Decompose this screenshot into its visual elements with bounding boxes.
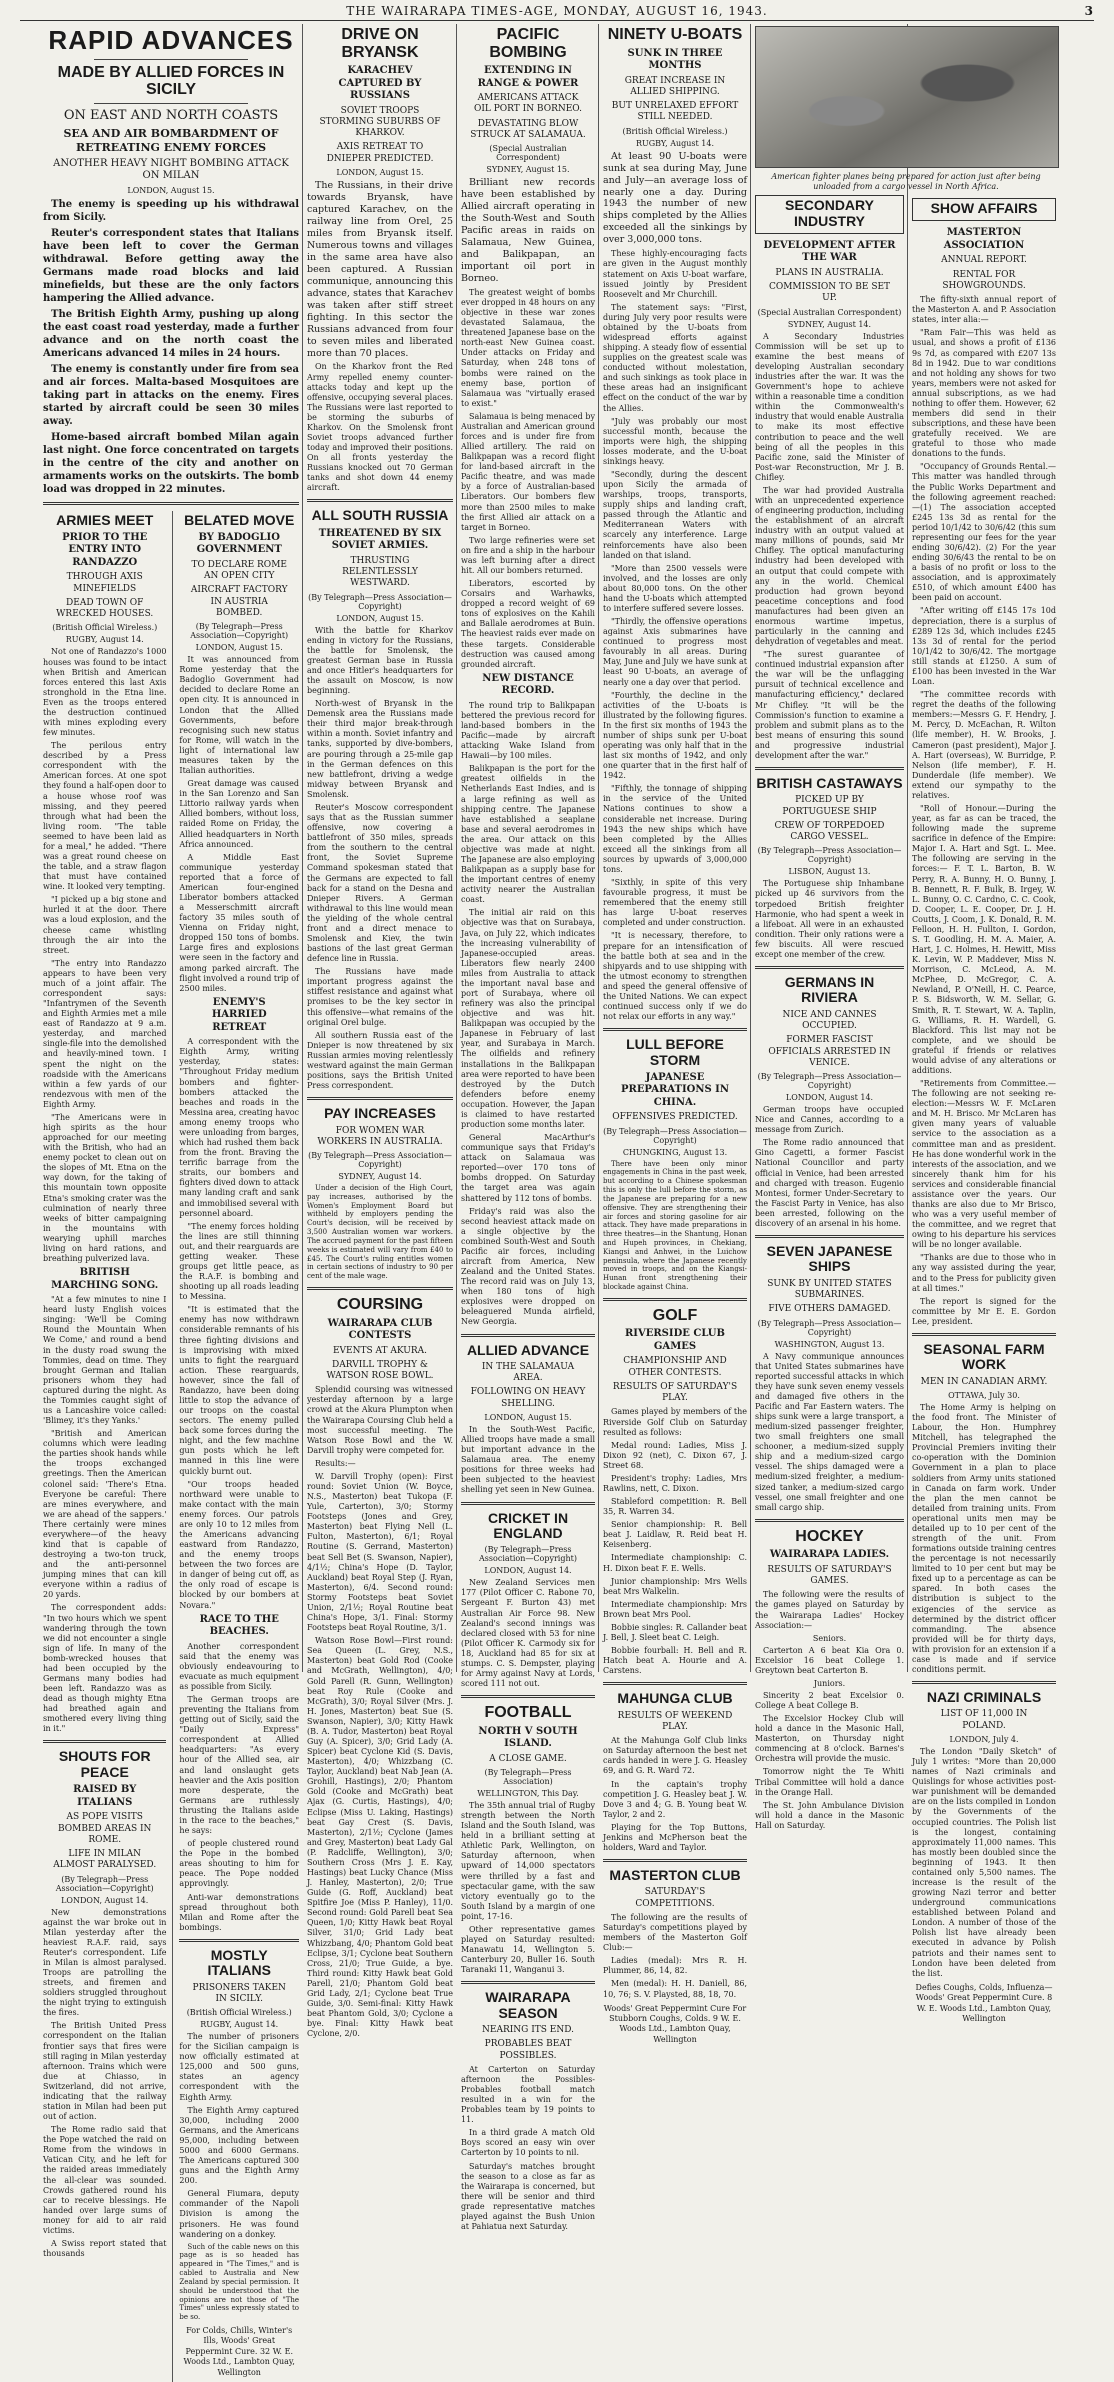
- paragraph: The fifty-sixth annual report of the Masterton A. and P. Association states, inter alia:—: [912, 295, 1056, 325]
- credit: (By Telegraph—Press Association—Copyright): [308, 1151, 452, 1170]
- column-rule: [172, 511, 173, 2382]
- paragraph: The report is signed for the committee by Mr E. E. Gordon Lee, president.: [912, 1296, 1056, 1326]
- subheadline: BY BADOGLIO GOVERNMENT: [196, 531, 282, 556]
- paragraph: A Secondary Industries Commission will be set up to examine the best means of developing Australian secondary industries after the war. It was the Government's hope to achieve within a reasonable time a condition within the Commonwealth's industry that would enable Australia to make its most effective contribution to peace and the well being of all the peoples in this Pacific zone, said the Minister of Post-war Reconstruction, Mr J. B. Chifley.: [755, 331, 904, 482]
- subheadline: TO DECLARE ROME AN OPEN CITY: [191, 559, 287, 582]
- subcolumn-left: [43, 511, 166, 2382]
- divider: [603, 1298, 747, 1301]
- credit: (By Telegraph—Press Association—Copyright): [190, 622, 289, 641]
- crosshead: RACE TO THE BEACHES.: [199, 1613, 279, 1638]
- paragraph: "Sixthly, in spite of this very favourable progress, it must be remembered that the enemy still has large U-boat reserves completed and under construction.: [603, 878, 747, 928]
- subheadline: GREAT INCREASE IN ALLIED SHIPPING.: [624, 75, 726, 97]
- paragraph: A Middle East communique yesterday reported that a force of American four-engined Liberator bombers attacked a Messerschmitt aircraft factory 35 miles south of Vienna on Friday night, dropped 150 tons of bombs. Large fires and explosions were seen in the factory and among parked aircraft. The flight involved a round trip of 2500 miles.: [179, 852, 300, 993]
- dateline: OTTAWA, July 30.: [948, 1390, 1020, 1400]
- paragraph: The number of prisoners for the Sicilian campaign is now officially estimated at 125,000 and 500 guns, states an agency correspondent with the Eighth Army.: [179, 2032, 300, 2102]
- two-column-block: [43, 511, 299, 2382]
- paragraph: Intermediate championship: C. H. Dixon beat F. E. Wells.: [603, 1553, 747, 1573]
- headline-box: [912, 198, 1056, 221]
- paragraph: "July was probably our most successful month, because the imports were high, the shipping losses moderate, and the U-boat sinkings heavy.: [603, 416, 747, 466]
- paragraph: "Our troops headed northward were unable to make contact with the main enemy forces. Our patrols are only 10 to 12 miles from the Americans advancing eastward from Randazzo, and the enemy troops between the two forces are in danger of being cut off, as the only road of escape is blocked by our bombers at Novara.": [179, 1479, 300, 1610]
- subheadline: THROUGH AXIS MINEFIELDS: [66, 572, 143, 594]
- paragraph: Other representative games played on Saturday resulted: Manawatu 14, Wellington 5. Canterbury 20, Buller 16. South Taranaki 11, Wanganui 3.: [461, 1924, 595, 1975]
- subheadline: PRISONERS TAKEN IN SICILY.: [192, 1982, 286, 2004]
- dateline: LONDON, August 15.: [336, 167, 424, 177]
- subheadline: ANOTHER HEAVY NIGHT BOMBING ATTACK ON MILAN: [53, 157, 289, 182]
- dateline: LONDON, August 15.: [484, 1412, 572, 1422]
- headline-ninety-u-boats: NINETY U-BOATS: [607, 26, 743, 43]
- paragraph: On the Kharkov front the Red Army repelled enemy counter-attacks today and kept up the offensive, occupying several places. The Russians were last reported to be storming the suburbs of Kharkov. On the Smolensk front Soviet troops advanced further today and improved their positions. On all fronts yesterday the Russians knocked out 70 German tanks and shot down 44 enemy aircraft.: [307, 362, 453, 493]
- column-6: [909, 196, 1059, 2023]
- paragraph: New demonstrations against the war broke out in Milan yesterday after the heaviest R.A.F. raid, says Reuter's correspondent. Life in Milan is almost paralysed. Troops are patrolling the streets, and firemen and soldiers struggled throughout the night trying to extinguish the fires.: [43, 1907, 167, 2018]
- credit: (By Telegraph—Press Association—Copyright): [603, 1126, 747, 1145]
- paragraph: Brilliant new records have been established by Allied aircraft operating in the South-West and South Pacific areas in raids on Salamaua, New Guinea, and Balikpapan, an important oil port in Borneo.: [461, 177, 595, 284]
- dateline: RUGBY, August 14.: [200, 2020, 279, 2030]
- headline-belated-move: BELATED MOVE: [184, 511, 295, 528]
- subheadline: PLANS IN AUSTRALIA.: [775, 267, 884, 278]
- paragraph: Salamaua is being menaced by Australian and American ground forces and is under fire from Allied artillery. The raid on Balikpapan was a record flight for land-based aircraft in the Pacific theatre, and was made by a force of Australian-based Liberators. Our bombers flew more than 2500 miles to make the first Allied air attack on a target in Borneo.: [461, 411, 595, 532]
- subheadline: WAIRARAPA LADIES.: [769, 1549, 890, 1561]
- paragraph: Saturday's matches brought the season to a close as far as the Wairarapa is concerned, but there will be senior and third grade representative matches played against the Bush Union at Pahiatua next Saturday.: [461, 2161, 595, 2232]
- paragraph: "The Americans were in high spirits as the hour approached for our meeting with the British, who had an enemy pocket to clean out on the slopes of Mt. Etna on the way down, for the taking of this mountain town opposite Etna's smoking crater was the culmination of nearly three weeks of bitter campaigning in the mountains with wearying uphill marches living on hard rations, and breathing pulverized lava.: [43, 1112, 167, 1264]
- subheadline: AXIS RETREAT TO DNIEPER PREDICTED.: [326, 142, 434, 164]
- subheadline: FOLLOWING ON HEAVY SHELLING.: [470, 1387, 586, 1409]
- paragraph: The war had provided Australia with an unprecedented experience of engineering production, including the establishment of an aircraft industry with an output valued at many millions of pounds, said Mr Chifley. The optical manufacturing industry had been developed with an output that could compete with any in the world. Chemical production had grown beyond peacetime conceptions and food manufactures had been given an enormous wartime impetus, particularly in the canning and dehydration of vegetables and meat.: [755, 485, 904, 647]
- paragraph: At Carterton on Saturday afternoon the Possibles-Probables football match resulted in a win for the Probables team by 19 points to 11.: [461, 2064, 595, 2125]
- headline-shouts-for-peace: SHOUTS FOR PEACE: [58, 1748, 151, 1780]
- paragraph: Bobbie fourball: H. Bell and R. Hatch beat A. Hourie and A. Carstens.: [603, 1646, 747, 1676]
- column-rule: [302, 24, 303, 1672]
- paragraph: The following were the results of the games played on Saturday by the Wairarapa Ladies' Hockey Association:—: [755, 1590, 904, 1630]
- paragraph: W. Darvill Trophy (open): First round: Soviet Union (W. Boyce, N.S., Masterton) beat Tukopa (F. Yule, Carterton), 3/0; Stormy Footsteps (Jones and Grey, Masterton) beat Flying Nell (L. Fulton, Masterton), 6/1; Royal Routine (S. Gerrand, Masterton) beat Sell Bet (S. Swanson, Napier), 4/1½; China's Hope (D. Taylor, Auckland) beat Royal Step (J. Ryan, Masterton), 6/4. Second round: Stormy Footsteps beat Soviet Union, 2/1½; Royal Routine beat China's Hope, 3/1. Final: Stormy Footsteps beat Royal Routine, 3/1.: [307, 1471, 453, 1633]
- paragraph: Friday's raid was also the second heaviest attack made on a single objective by the combined South-West and South Pacific air forces, including aircraft from America, New Zealand and the United States. The record raid was on July 13, when 180 tons of high explosives were dropped on beleaguered Munda airfield, New Georgia.: [461, 1206, 595, 1327]
- headline-pay-increases: PAY INCREASES: [324, 1105, 436, 1122]
- subheadline: SUNK IN THREE MONTHS: [627, 47, 723, 72]
- subheadline: ANNUAL REPORT.: [941, 255, 1027, 266]
- headline-hockey: HOCKEY: [795, 1527, 864, 1545]
- paragraph: Games played by members of the Riverside Golf Club on Saturday resulted as follows:: [603, 1407, 747, 1437]
- subheadline: CHAMPIONSHIP AND OTHER CONTESTS.: [623, 1356, 727, 1378]
- crosshead: NEW DISTANCE RECORD.: [482, 672, 574, 697]
- column-rule: [907, 24, 908, 1672]
- paragraph: A Swiss report stated that thousands: [43, 2239, 167, 2259]
- subheadline: A CLOSE GAME.: [489, 1753, 567, 1764]
- subheadline: LIFE IN MILAN ALMOST PARALYSED.: [53, 1849, 157, 1871]
- dateline: LONDON, July 4.: [949, 1734, 1019, 1744]
- divider: [603, 1028, 747, 1031]
- paragraph: "More than 2500 vessels were involved, and the losses are only about 80,000 tons. On the other hand the U-boats which attempted to interfere suffered severe losses.: [603, 563, 747, 613]
- paragraph: The Russians have made important progress against the stiffest resistance and against what promises to be the key sector in this offensive—what remains of the original Orel bulge.: [307, 967, 453, 1027]
- dateline: WELLINGTON, This Day.: [477, 1788, 579, 1798]
- subheadline: PICKED UP BY PORTUGUESE SHIP: [782, 795, 877, 817]
- divider: [307, 1097, 453, 1100]
- headline-seasonal-farm-work: SEASONAL FARM WORK: [923, 1340, 1045, 1373]
- headline-british-castaways: BRITISH CASTAWAYS: [756, 775, 903, 791]
- headline-rapid-advances: RAPID ADVANCES: [48, 25, 294, 55]
- divider: [461, 1502, 595, 1505]
- paragraph: New Zealand Services men 177 (Pilot Officer C. Rabone 70, Sergeant F. Burton 43) met Australian Air Force 98. New Zealand's second innings was declared closed with 53 for nine (Pilot Officer K. Carmody six for 18, Auckland had 85 for six at stumps. C. S. Dempster, playing for Army against Navy at Lords, scored 111 not out.: [461, 1578, 595, 1689]
- headline-nazi-criminals: NAZI CRIMINALS: [926, 1689, 1042, 1706]
- paragraph: Great damage was caused in the San Lorenzo and San Littorio railway yards when Allied bombers, without loss, raided Rome on Friday, the Allied headquarters in North Africa announced.: [179, 779, 300, 849]
- dateline: RUGBY, August 14.: [635, 138, 715, 148]
- paragraph: Balikpapan is the port for the greatest oilfields in the Netherlands East Indies, and is a large refining as well as shipping centre. The Japanese have established a seaplane base and several aerodromes in the area. Our attack on this objective was made at night. The Japanese are also employing Balikpapan as a supply base for the important centres of enemy activity nearer the Australian coast.: [461, 764, 595, 905]
- divider: [461, 1695, 595, 1698]
- subheadline: SUNK BY UNITED STATES SUBMARINES.: [767, 1278, 892, 1301]
- headline-golf: GOLF: [652, 1306, 698, 1324]
- dateline: LONDON, August 14.: [61, 1895, 149, 1905]
- credit: (Special Australian Correspondent): [489, 144, 567, 163]
- dateline: RUGBY, August 14.: [65, 635, 144, 645]
- credit: (By Telegraph—Press Association—Copyright): [757, 1072, 902, 1091]
- paragraph: In the South-West Pacific, Allied troops have made a small but important advance in the Salamaua area. The enemy positions for three weeks had been subjected to the heaviest shelling yet seen in New Guinea.: [461, 1424, 595, 1495]
- column-5-body: [755, 195, 904, 1830]
- paragraph: Stableford competition: R. Bell 35, R. Warren 34.: [603, 1497, 747, 1517]
- divider: [912, 1333, 1056, 1336]
- page-number: 3: [1084, 4, 1094, 18]
- subheadline: NICE AND CANNES OCCUPIED.: [782, 1009, 877, 1032]
- subheadline: EVENTS AT AKURA.: [332, 1345, 428, 1356]
- subhead-juniors: Juniors.: [813, 1678, 846, 1688]
- subheadline: AMERICANS ATTACK OIL PORT IN BORNEO.: [473, 93, 583, 115]
- paragraph: "Thirdly, the offensive operations against Axis submarines have continued to progress most favourably in all areas. During May, June and July we have sunk at least 90 U-boats, an average of nearly one a day over that period.: [603, 617, 747, 687]
- paragraph: "Fifthly, the tonnage of shipping in the service of the United Nations continues to show a considerable net increase. During 1943 the new ships which have been completed by the Allies exceed all the sinkings from all sources by upwards of 3,000,000 tons.: [603, 784, 747, 874]
- dateline: CHUNGKING, August 13.: [622, 1147, 728, 1157]
- divider: [307, 1287, 453, 1290]
- paragraph: German troops have occupied Nice and Cannes, according to a message from Zurich.: [755, 1105, 904, 1135]
- paragraph: The enemy is constantly under fire from sea and air forces. Malta-based Mosquitoes are taking part in attacks on the enemy. Fires started by aircraft could be seen 30 miles away.: [43, 363, 299, 427]
- column-4: [600, 24, 750, 2044]
- divider: [755, 966, 904, 969]
- paragraph: "Occupancy of Grounds Rental.—This matter was handled through the Public Works Department and the following agreement reached:—(1) The association accepted £245 13s 3d as rental for the period 10/1/42 to 30/6/42 (this sum representing our fees for the year ending 30/6/42). (2) For the year ending 30/6/43 the rental to be on a basis of no profit or loss to the association, and is approximately £510, of which amount £400 has been paid on account.: [912, 462, 1056, 603]
- headline-seven-japanese-ships: SEVEN JAPANESE SHIPS: [766, 1242, 893, 1275]
- headline-mahunga-club: MAHUNGA CLUB: [617, 1690, 733, 1707]
- subheadline: DEVELOPMENT AFTER THE WAR: [763, 239, 896, 264]
- divider: [755, 1519, 904, 1522]
- paragraph: "The surest guarantee of continued industrial expansion after the war will be the unflagging pursuit of technical excellence and manufacturing efficiency," declared Mr Chifley. "It will be the Commission's function to examine a problem and submit plans as to the best means of ensuring this sound and progressive industrial development after the war.": [755, 650, 904, 760]
- paragraph: Such of the cable news on this page as is so headed has appeared in "The Times," and is cabled to Australia and New Zealand by special permission. It should be understood that the opinions are not those of "The Times" unless expressly stated to be so.: [179, 2242, 300, 2322]
- paragraph: The enemy is speeding up his withdrawal from Sicily.: [43, 198, 299, 223]
- paragraph: North-west of Bryansk in the Demensk area the Russians made their third major break-through within a month. Soviet infantry and tanks, supported by dive-bombers, are pouring through a 25-mile gap in the German defences on this new battlefront, driving a wedge midway between Bryansk and Smolensk.: [307, 699, 453, 799]
- credit: (Special Australian Correspondent): [757, 307, 902, 317]
- subheadline: SATURDAY'S COMPETITIONS.: [635, 1887, 715, 1909]
- subheadline: DEVASTATING BLOW STRUCK AT SALAMAUA.: [470, 118, 586, 140]
- column-rule: [598, 24, 599, 1672]
- paragraph: "The enemy forces holding the lines are still thinning out, and their rearguards are getting weaker. These groups get little peace, as the R.A.F. is bombing and shooting up all roads leading to Messina.: [179, 1221, 300, 1302]
- subheadline: MEN IN CANADIAN ARMY.: [920, 1376, 1048, 1387]
- paragraph: The Russians, in their drive towards Bryansk, have captured Karachev, on the railway line from Orel, 25 miles from Bryansk itself. Numerous towns and villages in the same area have also been captured. A Russian communique, announcing this advance, states that Karachev was taken after stiff street fighting. In this sector the Russians advanced from four to seven miles and liberated more than 70 places.: [307, 179, 453, 359]
- subheadline: MADE BY ALLIED FORCES IN SICILY: [57, 63, 285, 99]
- paragraph: Medal round: Ladies, Miss J. Dixon 92 (net), C. Dixon 67, J. Street 68.: [603, 1440, 747, 1470]
- subcolumn-right: [179, 511, 299, 2382]
- column-rule: [750, 24, 751, 1672]
- paragraph: These highly-encouraging facts are given in the August monthly statement on Axis U-boat warfare, issued jointly by President Roosevelt and Mr Churchill.: [603, 249, 747, 299]
- divider: [94, 103, 248, 104]
- subheadline: KARACHEV CAPTURED BY RUSSIANS: [338, 65, 422, 102]
- subhead-seniors: Seniors.: [812, 1633, 847, 1643]
- headline-show-affairs: SHOW AFFAIRS: [930, 200, 1038, 216]
- subheadline: SEA AND AIR BOMBARDMENT OF RETREATING ENEMY FORCES: [63, 127, 279, 154]
- dateline: LONDON, August 15.: [336, 613, 424, 623]
- paragraph: All southern Russia east of the Dnieper is now threatened by six Russian armies moving relentlessly westward against the main German positions, says the British United Press correspondent.: [307, 1030, 453, 1091]
- crosshead: ENEMY'S HARRIED RETREAT: [211, 996, 267, 1033]
- paragraph: The initial air raid on this objective was that on Surabaya, Java, on July 22, which indicates the increasing vulnerability of Japanese-occupied areas. Liberators flew nearly 2400 miles from Australia to attack the important naval base and port of Surabaya, where oil refinery was also the principal objective and was hit. Balikpapan was occupied by the Japanese in February of last year, and Surabaya in March. The oilfields and refinery installations in the Balikpapan area were reported to have been destroyed by the Dutch defenders before enemy occupation. However, the Japan is claimed to have restarted production some months later.: [461, 908, 595, 1129]
- paragraph: Reuter's Moscow correspondent says that as the Russian summer offensive, now covering a battlefront of 350 miles, spreads from the southern to the central front, the Soviet Supreme Command spokesman stated that the Germans are expected to fall back for a stand on the Desna and Dnieper Rivers. A German withdrawal to this line would mean the yielding of the whole central front and a direct menace to Smolensk and Kiev, the twin bastions of the last great German defence line in Russia.: [307, 802, 453, 964]
- paragraph: Two large refineries were set on fire and a ship in the harbour was left burning after a direct hit. All our bombers returned.: [461, 535, 595, 576]
- headline-secondary-industry: SECONDARY INDUSTRY: [785, 197, 874, 229]
- dateline: SYDNEY, August 15.: [486, 165, 570, 175]
- divider: [603, 1682, 747, 1685]
- paragraph: Ladies (medal): Mrs R. H. Plummer, 86, 14, 82.: [603, 1956, 747, 1976]
- paragraph: "The entry into Randazzo appears to have been very much of a joint affair. The correspondent says: "Infantrymen of the Seventh and Eighth Armies met a mile east of Randazzo at 9 a.m. yesterday, and marched single-file into the demolished and heavily-mined town. I spent the night on the roadside with the Americans within a few yards of our rendezvous with men of the Eighth Army.: [43, 958, 167, 1109]
- dateline: LONDON, August 14.: [785, 1093, 874, 1103]
- headline-drive-on-bryansk: DRIVE ON BRYANSK: [341, 26, 419, 61]
- subheadline: THRUSTING RELENTLESSLY WESTWARD.: [342, 555, 418, 589]
- paragraph: At least 90 U-boats were sunk at sea during May, June and July—an average loss of nearly one a day. During 1943 the number of new ships completed by the Allies exceeded all the sinkings by over 3,000,000 tons.: [603, 150, 747, 246]
- paragraph: "Thanks are due to those who in any way assisted during the year, and to the Press for publicity given at all times.": [912, 1253, 1056, 1293]
- credit: (British Official Wireless.): [52, 623, 158, 633]
- column-2: [304, 24, 456, 2039]
- paragraph: The Rome radio announced that Gino Cagetti, a former Fascist National Councillor and party official in Venice, had been arrested and charged with treason. Eugenio Montesi, former Under-Secretary to the Fascist Party in Venice, has also been arrested, following on the discovery of an arsenal in his home.: [755, 1138, 904, 1228]
- paragraph: The British Eighth Army, pushing up along the east coast road yesterday, made a further advance and on the north coast the Americans advanced 14 miles in 24 hours.: [43, 308, 299, 359]
- subheadline: IN THE SALAMAUA AREA.: [481, 1361, 575, 1384]
- paragraph: At the Mahunga Golf Club links on Saturday afternoon the best net cards handed in were J. G. Heasley 69, and G. R. Ward 72.: [603, 1736, 747, 1776]
- headline-lull-before-storm: LULL BEFORE STORM: [626, 1036, 724, 1068]
- paragraph: There have been only minor engagements in China in the past week, but according to a Chinese spokesman this is only the lull before the storm, as the Japanese are preparing for a new offensive. They are strengthening their air forces and storing gasoline for air attack. They have made preparations in three theatres—in the Shantung, Honan and Hupeh provinces, in Chekiang, Kiangsi and Anhwei, in the Luichow peninsula, where the Japanese recently moved in troops, and on the Kiangsi-Hunan front strengthening their blockade against China.: [603, 1159, 747, 1292]
- subheadline: ON EAST AND NORTH COASTS: [63, 107, 279, 123]
- paragraph: Anti-war demonstrations spread throughout both Milan and Rome after the bombings.: [179, 1892, 300, 1932]
- paragraph: The Eighth Army captured 30,000, including 2000 Germans, and the Americans 95,000, including between 5000 and 6000 Germans. The Americans captured 300 guns and the Eighth Army 200.: [179, 2105, 300, 2186]
- credit: (By Telegraph—Press Association—Copyright): [55, 1874, 154, 1893]
- paragraph: In a third grade A match Old Boys scored an easy win over Carterton by 10 points to nil.: [461, 2128, 595, 2158]
- subheadline: LIST OF 11,000 IN POLAND.: [940, 1709, 1028, 1731]
- paragraph: Playing for the Top Buttons, Jenkins and McPherson beat the holders, Ward and Taylor.: [603, 1822, 747, 1852]
- paragraph: Liberators, escorted by Corsairs and Warhawks, dropped a record weight of 69 tons of explosives on the Kahili and Ballale aerodromes at Buin. The heaviest raids ever made on these targets. Considerable destruction was caused among grounded aircraft.: [461, 579, 595, 669]
- paragraph: The British United Press correspondent on the Italian frontier says that fires were still raging in Milan yesterday afternoon. Trains which were due at Chiasso, in Switzerland, did not arrive, indicating that the railway station in Milan had been put out of action.: [43, 2021, 167, 2122]
- credit: (By Telegraph—Press Association—Copyright): [757, 1318, 902, 1337]
- subheadline: RESULTS OF WEEKEND PLAY.: [617, 1710, 733, 1732]
- subheadline: FIVE OTHERS DAMAGED.: [768, 1304, 891, 1315]
- headline-box: [755, 195, 904, 234]
- subheadline: FORMER FASCIST OFFICIALS ARRESTED IN VENICE.: [768, 1035, 891, 1068]
- masthead-title: THE WAIRARAPA TIMES-AGE, MONDAY, AUGUST 16, 1943.: [346, 4, 768, 18]
- paragraph: Sincerity 2 beat Excelsior 0. College A beat College B.: [755, 1690, 904, 1710]
- subheadline: AS POPE VISITS BOMBED AREAS IN ROME.: [58, 1812, 152, 1845]
- divider: [755, 767, 904, 770]
- subheadline: NORTH V SOUTH ISLAND.: [478, 1725, 578, 1750]
- divider: [912, 1681, 1056, 1684]
- paragraph: General Fiumara, deputy commander of the Napoli Division is among the prisoners. He was found wandering on a donkey.: [179, 2189, 300, 2239]
- column-3: [458, 24, 598, 2232]
- crosshead: BRITISH MARCHING SONG.: [51, 1267, 159, 1291]
- headline-masterton-club: MASTERTON CLUB: [609, 1867, 741, 1884]
- subheadline: DARVILL TROPHY & WATSON ROSE BOWL.: [326, 1359, 434, 1382]
- subheadline: PROBABLES BEAT POSSIBLES.: [484, 2039, 572, 2061]
- paragraph: "Ram Fair—This was held as usual, and shows a profit of £136 9s 7d, as compared with £207 13s 8d in 1942. Due to war conditions and not holding any shows for two years, members were not asked for annual subscriptions, as we had nothing to offer them. However, 62 members did send in their subscriptions, and these have been gratefully received. We are grateful to those who made donations to the funds.: [912, 328, 1056, 459]
- paragraph: The German troops are preventing the Italians from getting out of Sicily, said the "Daily Express" correspondent at Allied headquarters: "As every hour of the Allied sea, air and land onslaught gets heavier and the Axis position more desperate, the Germans are ruthlessly thrusting the Italians aside in the race to the beaches," he says:: [179, 1695, 300, 1836]
- subheadline: DEAD TOWN OF WRECKED HOUSES.: [56, 597, 154, 620]
- paragraph: Men (medal): H. H. Daniell, 86, 10, 76; S. V. Playsted, 88, 18, 70.: [603, 1979, 747, 1999]
- paragraph: Senior championship: R. Bell beat J. Laidlaw, R. Reid beat H. Keisenberg.: [603, 1520, 747, 1550]
- paragraph: "Retirements from Committee.—The following are not seeking re-election:—Messrs W. F. McLaren and M. H. Brisco. Mr McLaren has given many years of valuable service to the association as a committee man and as president. He has done wonderful work in the interests of the association, and we sincerely thank him for his services and considerable financial assistance over the years. Our thanks are also due to Mr Brisco, who was a very useful member of the committee, and we regret that owing to his departure his services will be no longer available.: [912, 1079, 1056, 1250]
- paragraph: "It is necessary, therefore, to prepare for an intensification of the battle both at sea and in the shipyards and to use shipping with the utmost economy to strengthen and speed the general offensive of the United Nations. We can expect continued success only if we do not relax our efforts in any way.": [603, 931, 747, 1022]
- subheadline: PRIOR TO THE ENTRY INTO RANDAZZO: [62, 531, 148, 568]
- paragraph: The Portuguese ship Inhambane picked up 46 survivors from the torpedoed British freighter Harmonie, who had spent a week in a lifeboat. All were in an exhausted condition. Their only rations were a few biscuits. All were rescued except one member of the crew.: [755, 879, 904, 959]
- paragraph: "The committee records with regret the deaths of the following members:—Messrs G. F. Hendry, J. M. Percy, D. McEachan, R. Wilton (life member), H. W. Brooks, J. Cameron (past president), Major J. A. Hart (overseas), W. Burridge, P. Nelson (life member), F. H. Dunderdale (life member). We extend our sympathy to the relatives.: [912, 690, 1056, 800]
- paragraph: "British and American columns which were leading the parties shook hands while the troops exchanged greetings. Then the American colonel said: 'There's Etna. Everyone be careful: There are mines everywhere, and we are ahead of the sappers.' There certainly were mines everywhere—of the heavy kind that is capable of destroying a two-ton truck, and the anti-personnel jumping mines that can kill everyone within a radius of 20 yards.: [43, 1429, 167, 1600]
- paragraph: "At a few minutes to nine I heard lusty English voices singing: 'We'll be Coming Round the Mountain When We Come,' and round a bend in the dusty road swung the Tommies, dead on time. They brought German and Italian prisoners whom they had captured during the night. As the Tommies caught sight of us a Lancashire voice called: 'Blimey, it's they Yanks.': [43, 1295, 167, 1426]
- subheadline: FOR WOMEN WAR WORKERS IN AUSTRALIA.: [317, 1125, 443, 1147]
- headline-wairarapa-season: WAIRARAPA SEASON: [485, 1989, 571, 2021]
- divider: [43, 1740, 166, 1743]
- paragraph: "Secondly, during the descent upon Sicily the armada of warships, troops, transports, supply ships and landing craft, passed through the Atlantic and Mediterranean Waters with scarcely any interference. Large reinforcements have also been landed on that island.: [603, 469, 747, 560]
- dateline: WASHINGTON, August 13.: [774, 1339, 885, 1349]
- paragraph: "Roll of Honour.—During the year, as far as can be traced, the following made the supreme sacrifice in defence of the Empire: Major I. A. Hart and Sgt. L. Mee. The following are serving in the forces:— F. T. L. Barton, B. W. Perry, R. A. Bunny, H. O. Bunny, J. B. Bennett, R. F. Bulk, B. Irgey, W. L. Bunny, O. C. Cardno, C. C. Cook, D. Cooper, L. E. Cooper, Dr. J. H. Coutts, J. Coom, J. K. Donald, R. M. Felloon, H. H. Fullton, I. Gordon, S. T. Goodling, H. M. A. Maier, A. Hart, J. C. Holmes, H. Hewitt, Miss K. Levin, W. P. Maddever, Miss N. Morrison, C. McLeod, A. M. McPhee, D. McGregor, C. A. Newland, P. O'Neill, H. C. Pearce, P. S. Bidsworth, W. M. Sellar, G. Smith, R. T. Stewart, W. A. Taplin, G. Williams, R. H. Wardell, G. Blackford. This list may not be complete, and we should be grateful if friends or relatives would advise of any alterations or additions.: [912, 803, 1056, 1075]
- paragraph: President's trophy: Ladies, Mrs Rawlins, nett, C. Dixon.: [603, 1473, 747, 1493]
- article-lead: [43, 198, 299, 496]
- paragraph: "It is estimated that the enemy has now withdrawn considerable remnants of his three fighting divisions and is improvising with mixed units to fight the rearguard action. These rearguards, however, since the fall of Randazzo, have been doing little to stop the advance of our troops on the coastal sectors. The enemy pulled back some forces during the night, and the few machine gun posts which he left manned in this line were quickly burnt out.: [179, 1305, 300, 1476]
- subheadline: NEARING ITS END.: [482, 2025, 574, 2036]
- headline-cricket: CRICKET IN ENGLAND: [487, 1509, 569, 1541]
- advertisement: Defies Coughs, Colds, Influenza— Woods' Great Peppermint Cure. 8 W. E. Woods Ltd., Lambton Quay, Wellington: [915, 1982, 1053, 2023]
- paragraph: The Home Army is helping on the food front. The Minister of Labour, the Hon. Humphrey Mitchell, has telegraphed the Provincial Premiers inviting their co-operation with the Dominion Government in a plan to place soldiers from Army units stationed in Canada on farm work. Under the plan the men cannot be detailed from training units. From operational units men may be detailed up to 10 per cent of the strength of the unit. From formations outside training centres the percentage is not necessarily limited to 10 per cent but may be fixed up to a percentage as can be spared. In both cases the distribution is subject to the exigencies of the service as determined by the district officer commanding. The absence provided will be for thirty days, with provision for an extension if a case is made and if service conditions permit.: [912, 1402, 1056, 1675]
- paragraph: A Navy communique announces that United States submarines have reported successful attacks in which they have sunk seven enemy vessels and damaged five others in the Pacific and Far Eastern waters. The ships sunk were a large transport, a medium-sized passenger freighter, two small freighters one small schooner, a medium-sized supply ship and a medium-sized cargo vessel. The ships damaged were a medium-sized freighter, a medium-sized tanker, a medium-sized cargo vessel, one small freighter and one small cargo ship.: [755, 1351, 904, 1512]
- paragraph: In the captain's trophy competition J. G. Heasley beat J. W. Dove 3 and 4; G. B. Young beat W. Taylor, 2 and 2.: [603, 1779, 747, 1819]
- paragraph: "After writing off £145 17s 10d depreciation, there is a surplus of £289 12s 3d, which includes £245 13s 3d of rental for the period 10/1/42 to 30/6/42. The mortgage still stands at £1250. A sum of £100 has been invested in the War Loan.: [912, 606, 1056, 687]
- paragraph: The round trip to Balikpapan bettered the previous record for land-based bombers in the Pacific—made by aircraft attacking Wake Island from Hawaii—by 100 miles.: [461, 700, 595, 761]
- paragraph: Under a decision of the High Court, pay increases, authorised by the Women's Employment Board but withheld by employers pending the Court's decision, will be received by 3,500 Australian women war workers. The accrued payment for the past fifteen weeks is estimated will vary from £40 to £45. The Court's ruling entitles women in certain sections of industry to 90 per cent of the male wage.: [307, 1184, 453, 1281]
- credit: (By Telegraph—Press Association): [484, 1767, 572, 1786]
- aircraft-photo: [755, 26, 1059, 168]
- dateline: LONDON, August 14.: [484, 1566, 572, 1576]
- paragraph: The perilous entry described by a Press correspondent with the American forces. At one spot they found a half-open door to a house whose roof was missing, and they peered through what had been the living room. "The table seemed to have been laid as for a meal," he added. "There was a great round cheese on the table, and a straw flagon that must have contained wine. It looked very tempting.: [43, 741, 167, 892]
- headline-football: FOOTBALL: [484, 1704, 572, 1722]
- paragraph: The Excelsior Hockey Club will hold a dance in the Masonic Hall, Masterton, on Thursday night commencing at 8 o'clock. Barnes's Orchestra will provide the music.: [755, 1714, 904, 1764]
- subheadline: AIRCRAFT FACTORY IN AUSTRIA BOMBED.: [190, 585, 288, 618]
- credit: (British Official Wireless.): [186, 2008, 292, 2018]
- dateline: LONDON, August 15.: [195, 643, 283, 653]
- divider: [43, 502, 299, 505]
- paragraph: Tomorrow night the Te Whiti Tribal Committee will hold a dance in the Orange Hall.: [755, 1767, 904, 1797]
- paragraph: A correspondent with the Eighth Army, writing yesterday, states: "Throughout Friday medium bombers and fighter-bombers attacked the beaches and roads in the Messina area, creating havoc among enemy troops who were unloading from barges, which had rushed them back from the front. Braving the terrific barrage from the straits, our bombers and fighters dived down to attack many landing craft and sank and immobilised several with personnel aboard.: [179, 1037, 300, 1218]
- paragraph: The Rome radio said that the Pope watched the raid on Rome from the windows in Vatican City, and he left for the raided areas immediately the all-clear was sounded. Crowds gathered round his car to receive blessings. He handed over large sums of money for aid to air raid victims.: [43, 2125, 167, 2235]
- subheadline: RESULTS OF SATURDAY'S PLAY.: [612, 1381, 738, 1404]
- dateline: LONDON, August 15.: [127, 185, 215, 195]
- masthead: [20, 4, 1094, 21]
- subheadline: OFFENSIVES PREDICTED.: [612, 1112, 738, 1123]
- credit: (British Official Wireless.): [622, 126, 728, 136]
- subheadline: WAIRARAPA CLUB CONTESTS: [327, 1317, 433, 1342]
- advertisement: Woods' Great Peppermint Cure For Stubborn Coughs, Colds. 9 W. E. Woods Ltd., Lambton Quay, Wellington: [603, 2003, 747, 2044]
- credit: (By Telegraph—Press Association—Copyright): [757, 846, 902, 865]
- paragraph: The St. John Ambulance Division will hold a dance in the Masonic Hall on Saturday.: [755, 1800, 904, 1830]
- photo-caption: American fighter planes being prepared for action just after being unloaded from a cargo vessel in North Africa.: [771, 172, 1041, 191]
- subheadline: CREW OF TORPEDOED CARGO VESSEL.: [774, 820, 885, 843]
- dateline: SYDNEY, August 14.: [338, 1172, 422, 1182]
- subheadline: RESULTS OF SATURDAY'S GAMES.: [767, 1564, 892, 1587]
- dateline: LISBON, August 13.: [788, 867, 871, 877]
- subheadline: EXTENDING IN RANGE & POWER: [477, 65, 579, 89]
- subheadline: RENTAL FOR SHOWGROUNDS.: [942, 269, 1026, 291]
- advertisement: For Colds, Chills, Winter's Ills, Woods' Great Peppermint Cure. 32 W. E. Woods Ltd., Lambton Quay, Wellington: [183, 2325, 295, 2377]
- headline-coursing: COURSING: [336, 1295, 424, 1313]
- paragraph: With the battle for Kharkov ending in victory for the Russians, the battle for Smolensk, the greatest German base in Russia and once Hitler's headquarters for the assault on Moscow, is now beginning.: [307, 625, 453, 696]
- headline-allied-advance: ALLIED ADVANCE: [466, 1341, 590, 1358]
- paragraph: The 35th annual trial of Rugby strength between the North Island and the South Island, was held in a brilliant setting at Athletic Park, Wellington, on Saturday afternoon, when upward of 14,000 spectators were thrilled by a fast and spectacular game, with the saw victory eventually go to the South Island by a margin of one point, 17-16.: [461, 1800, 595, 1921]
- column-1: [40, 24, 302, 2377]
- paragraph: Junior championship: Mrs Wells beat Mrs Walkelin.: [603, 1576, 747, 1596]
- divider: [755, 1235, 904, 1238]
- paragraph: The greatest weight of bombs ever dropped in 48 hours on any objective in these war zones devastated Salamaua, the threatened Japanese base on the north-east New Guinea coast. Under attacks on Friday and Saturday, when 248 tons of bombs were rained on the enemy base, portion of Salamaua was "virtually erased to exist.": [461, 287, 595, 408]
- subheadline: SOVIET TROOPS STORMING SUBURBS OF KHARKOV.: [319, 105, 441, 139]
- divider: [179, 1939, 299, 1942]
- subheadline: JAPANESE PREPARATIONS IN CHINA.: [620, 1071, 730, 1108]
- headline-pacific-bombing: PACIFIC BOMBING: [489, 26, 567, 61]
- subheadline: RIVERSIDE CLUB GAMES: [625, 1328, 725, 1352]
- subheadline: RAISED BY ITALIANS: [73, 1784, 137, 1808]
- column-rule: [456, 24, 457, 1672]
- headline-all-south-russia: ALL SOUTH RUSSIA: [311, 507, 449, 524]
- subheadline: MASTERTON ASSOCIATION: [943, 227, 1025, 251]
- paragraph: "I picked up a big stone and hurled it at the door. There was a loud explosion, and the cheese came whistling through the air into the street.: [43, 895, 167, 955]
- paragraph: Reuter's correspondent states that Italians have been left to cover the German withdrawal. Before getting away the Germans made road blocks and laid minefields, but these are the only factors hampering the Allied advance.: [43, 227, 299, 304]
- subheadline: THREATENED BY SIX SOVIET ARMIES.: [318, 527, 442, 552]
- paragraph: The statement says: "First, during July very poor results were obtained by the U-boats from widespread efforts against shipping. A steady flow of essential supplies on the greatest scale was conducted without molestation, and such sinkings as took place in these areas had an insignificant effect on the conduct of the war by the Allies.: [603, 302, 747, 413]
- paragraph: It was announced from Rome yesterday that the Badoglio Government had decided to declare Rome an open city. It is announced in London that the Allied Governments, before recognising such new status for Rome, will watch in the light of international law measures taken by the Italian authorities.: [179, 655, 300, 776]
- divider: [461, 1334, 595, 1337]
- paragraph: The following are the results of Saturday's competitions played by members of the Masterton Golf Club:—: [603, 1912, 747, 1953]
- credit: (By Telegraph—Press Association—Copyright): [479, 1545, 577, 1564]
- dateline: SYDNEY, August 14.: [787, 319, 872, 329]
- paragraph: Carterton A 6 beat Kia Ora 0. Excelsior 16 beat College 1. Greytown beat Carterton B.: [755, 1645, 904, 1675]
- headline-germans-in-riviera: GERMANS IN RIVIERA: [784, 974, 875, 1006]
- paragraph: "Fourthly, the decline in the activities of the U-boats is illustrated by the following figures. In the first six months of 1943 the number of ships sunk per U-boat operating was only half that in the last six months of 1942, and only one quarter that in the first half of 1942.: [603, 690, 747, 781]
- paragraph: Another correspondent said that the enemy was obviously endeavouring to evacuate as much equipment as possible from Sicily.: [179, 1641, 300, 1691]
- subheadline: BUT UNRELAXED EFFORT STILL NEEDED.: [611, 101, 739, 123]
- subheadline: COMMISSION TO BE SET UP.: [768, 282, 891, 304]
- credit: (By Telegraph—Press Association—Copyright): [308, 592, 452, 611]
- paragraph: of people clustered round the Pope in the bombed areas shouting to him for peace. The Pope nodded approvingly.: [179, 1839, 300, 1889]
- paragraph: The London "Daily Sketch" of July 1 writes: "More than 20,000 names of Nazi criminals and Quislings for whose activities post-war punishment will be demanded are on the lists compiled in London by the Governments of the occupied countries. The Polish list is the longest, containing approximately 11,000 names. This has mostly been doubled since the beginning of 1943. It then contained only 5,500 names. The increase is the result of the growing Nazi terror and better underground communications established between Poland and London. A number of those of the Polish list have already been executed in advance by Polish patriots and their names sent to London have been deleted from the list.: [912, 1746, 1056, 1978]
- headline-mostly-italians: MOSTLY ITALIANS: [207, 1946, 271, 1979]
- divider: [307, 499, 453, 502]
- divider: [603, 1859, 747, 1862]
- headline-armies-meet: ARMIES MEET: [56, 511, 154, 528]
- paragraph: Watson Rose Bowl—First round: Sea Queen (L. Grey, N.S., Masterton) beat Gold Rod (Cooke and McGrath, Wellington), 4/0; Gold Parell (R. Gunn, Wellington) beat Roy Rule (Cooke and McGrath), 3/0; Royal Silver (Mrs. J. H. Jones, Masterton) beat Sue (S. Swanson, Napier), 3/0; Kitty Hawk (B. A. Tudor, Masterton) beat Royal Guy (A. Spicer), 3/0; Grid Lady (A. Spicer) beat Cyclone Kid (S. Davis, Masterton), 4/0; Whizzbang (C. Taylor, Auckland) beat Nab Jean (A. Grohill, Hastings), 2/0; Phantom Gold (Cooke and McGrath) beat Ajax (G. Curtis, Hastings), 4/0; Eclipse (Miss U. Laking, Hastings) beat Gay Crest (S. Davis, Masterton), 2/1½; Cyclone (James and Grey, Masterton) beat Lady Gal (P. Radcliffe, Wellington), 3/0; Southern Cross (Mrs J. E. Kay, Hastings) beat Lucky Chance (Miss J. Hanley, Masterton), 2/0; True Guide (G. Roff, Auckland) beat Spitfire Joe (Miss P. Hanley), 11/0. Second round: Gold Parell beat Sea Queen, 1/0; Kitty Hawk beat Royal Silver, 31/0; Grid Lady beat Whizzbang, 4/0; Phantom Gold beat Eclipse, 3/1; Cyclone beat Southern Cross, 21/0; True Guide, a bye. Third round: Kitty Hawk beat Gold Parell, 21/0; Phantom Gold beat Grid Lady, 2/1; Cyclone beat True Guide, 3/0. Semi-final: Kitty Hawk beat Phantom Gold, 3/0; Cyclone a bye. Final: Kitty Hawk beat Cyclone, 2/0.: [307, 1636, 453, 2039]
- paragraph: Not one of Randazzo's 1000 houses was found to be intact when British and American forces entered this last Axis stronghold in the Etna line. Even as the troops entered the destruction continued with mines exploding every few minutes.: [43, 647, 167, 738]
- paragraph: Intermediate championship: Mrs Brown beat Mrs Pool.: [603, 1599, 747, 1619]
- paragraph: Bobbie singles: R. Callander beat J. Bell, J. Sleet beat C. Leigh.: [603, 1622, 747, 1642]
- paragraph: Results:—: [315, 1458, 356, 1468]
- paragraph: General MacArthur's communique says that Friday's attack on Salamaua was reported—over 170 tons of bombs dropped. On Saturday the target area was again shattered by 112 tons of bombs.: [461, 1133, 595, 1203]
- paragraph: Home-based aircraft bombed Milan again last night. One force concentrated on targets in the centre of the city and another on armaments works on the outskirts. The bomb load was dropped in 22 minutes.: [43, 431, 299, 495]
- paragraph: Splendid coursing was witnessed yesterday afternoon by a large crowd at the Akura Plumpton when the Wairarapa Coursing Club held a most successful meeting. The Watson Rose Bowl and the W. Darvill trophy were competed for.: [307, 1385, 453, 1455]
- divider: [94, 59, 248, 60]
- paragraph: The correspondent adds: "In two hours which we spent wandering through the town we did not encounter a single sign of life. In many of the bomb-wrecked houses that had been occupied by the Germans many bodies had been left. Randazzo was as dead as though mighty Etna had breathed again and smothered every living thing in it.": [43, 1603, 167, 1734]
- divider: [461, 1981, 595, 1984]
